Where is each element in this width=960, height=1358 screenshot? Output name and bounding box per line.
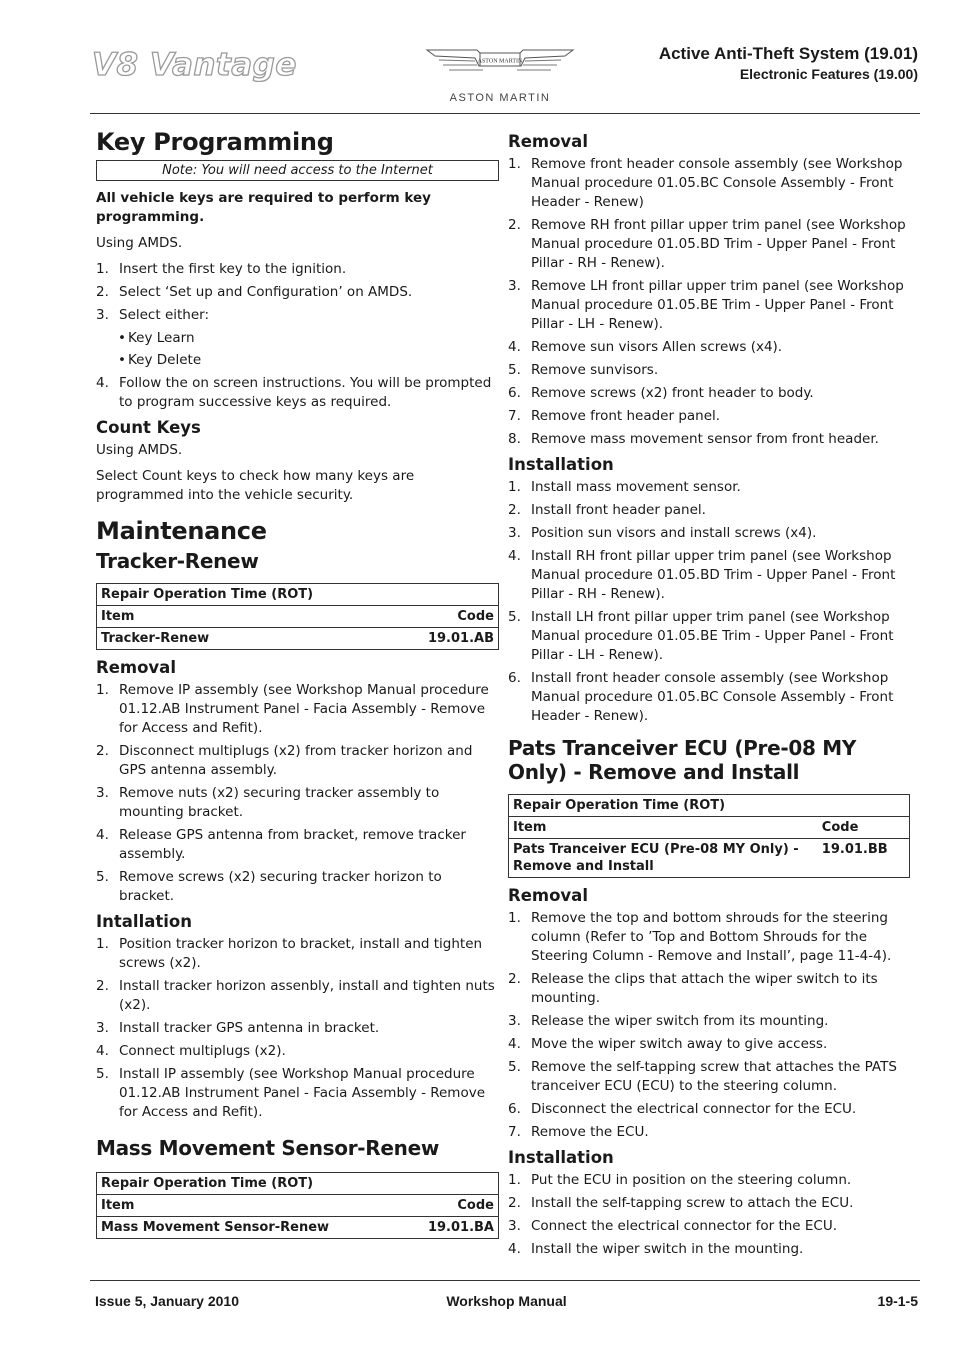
key-using-amds: Using AMDS. xyxy=(96,235,183,251)
list-item: 4. Connect multiplugs (x2). xyxy=(96,1043,286,1059)
right-column xyxy=(508,128,910,1263)
rot-col-code: Code xyxy=(410,1195,499,1217)
list-item: 2. Install the self-tapping screw to attach the ECU. xyxy=(508,1195,854,1211)
tracker-removal-steps xyxy=(96,681,499,906)
rot-item: Tracker-Renew xyxy=(101,631,210,646)
count-using-amds: Using AMDS. xyxy=(96,442,183,458)
rot-header: Repair Operation Time (ROT) xyxy=(97,1173,499,1195)
issue-date: Issue 5, January 2010 xyxy=(95,1293,239,1309)
rot-col-item: Item xyxy=(509,817,818,839)
list-item: 2. Remove RH front pillar upper trim panel (see Workshop Manual procedure 01.05.BD Trim - Upper Panel - Front Pillar - RH - Renew). xyxy=(508,217,906,271)
bullet-icon: • xyxy=(118,330,126,346)
list-item: 5. Install LH front pillar upper trim panel (see Workshop Manual procedure 01.05.BE Trim - Upper Panel - Front Pillar - LH - Renew). xyxy=(508,609,894,663)
model-logo xyxy=(90,46,310,86)
list-item: 7. Remove front header panel. xyxy=(508,408,721,424)
brand-name: ASTON MARTIN xyxy=(449,92,551,104)
heading-count-keys: Count Keys xyxy=(96,418,201,437)
list-item: 2. Disconnect multiplugs (x2) from tracker horizon and GPS antenna assembly. xyxy=(96,743,473,778)
list-item: 3. Position sun visors and install screws (x4). xyxy=(508,525,817,541)
svg-text:V8 Vantage: V8 Vantage xyxy=(92,47,297,82)
count-keys-text: Select Count keys to check how many keys are programmed into the vehicle security. xyxy=(96,468,415,503)
rot-col-code: Code xyxy=(410,606,499,628)
key-steps xyxy=(96,260,499,325)
list-item: 2. Install tracker horizon assenbly, install and tighten nuts (x2). xyxy=(96,978,495,1013)
internet-note: Note: You will need access to the Internet xyxy=(96,160,499,181)
heading-tracker-installation: Intallation xyxy=(96,912,192,931)
rot-col-item: Item xyxy=(97,606,411,628)
list-item: 4. Install RH front pillar upper trim panel (see Workshop Manual procedure 01.05.BD Trim - Upper Panel - Front Pillar - RH - Renew). xyxy=(508,548,896,602)
list-item: 1. Position tracker horizon to bracket, install and tighten screws (x2). xyxy=(96,936,483,971)
page-title: Active Anti-Theft System (19.01) xyxy=(658,44,918,63)
heading-pats-removal: Removal xyxy=(508,886,588,905)
rot-item: Pats Tranceiver ECU (Pre-08 MY Only) - Remove and Install xyxy=(513,842,799,874)
list-item: 1. Insert the first key to the ignition. xyxy=(96,261,347,277)
list-item: 4. Remove sun visors Allen screws (x4). xyxy=(508,339,783,355)
footer-divider xyxy=(90,1280,920,1281)
v8-vantage-logo xyxy=(90,46,310,82)
mass-rot-table xyxy=(96,1172,499,1239)
list-item: 1. Remove front header console assembly (see Workshop Manual procedure 01.05.BC Console Assembly - Front Header - Renew) xyxy=(508,156,903,210)
tracker-install-steps xyxy=(96,935,499,1122)
bullet-icon: • xyxy=(118,352,126,368)
list-item: 3. Release the wiper switch from its mounting. xyxy=(508,1013,829,1029)
list-item: 2. Release the clips that attach the wiper switch to its mounting. xyxy=(508,971,878,1006)
list-item: 1. Install mass movement sensor. xyxy=(508,479,741,495)
list-item: 4. Release GPS antenna from bracket, remove tracker assembly. xyxy=(96,827,466,862)
list-item: 4. Install the wiper switch in the mounting. xyxy=(508,1241,804,1257)
tracker-rot-table xyxy=(96,583,499,650)
heading-pats-tranceiver: Pats Tranceiver ECU (Pre-08 MY Only) - Remove and Install xyxy=(508,736,857,784)
header-divider xyxy=(90,113,920,114)
list-item: 4. Follow the on screen instructions. You will be prompted to program successive keys as required. xyxy=(96,375,492,410)
page-number: 19-1-5 xyxy=(877,1293,918,1309)
list-item: • Key Delete xyxy=(118,352,202,368)
list-item: 5. Remove screws (x2) securing tracker horizon to bracket. xyxy=(96,869,442,904)
rot-item: Mass Movement Sensor-Renew xyxy=(101,1220,330,1235)
heading-tracker-renew: Tracker-Renew xyxy=(96,549,259,573)
manual-name: Workshop Manual xyxy=(446,1293,567,1309)
mass-removal-steps xyxy=(508,155,910,449)
list-item: 7. Remove the ECU. xyxy=(508,1124,649,1140)
rot-header: Repair Operation Time (ROT) xyxy=(509,795,910,817)
rot-col-item: Item xyxy=(97,1195,411,1217)
list-item: 2. Install front header panel. xyxy=(508,502,706,518)
list-item: 3. Select either: xyxy=(96,307,210,323)
list-item: 1. Remove IP assembly (see Workshop Manual procedure 01.12.AB Instrument Panel - Facia Assembly - Remove for Access and Refit). xyxy=(96,682,489,736)
rot-col-code: Code xyxy=(818,817,910,839)
list-item: 3. Install tracker GPS antenna in bracket. xyxy=(96,1020,380,1036)
list-item: 6. Remove screws (x2) front header to body. xyxy=(508,385,814,401)
key-step-4 xyxy=(96,374,499,412)
rot-code: 19.01.BA xyxy=(427,1220,494,1235)
list-item: 2. Select ‘Set up and Configuration’ on AMDS. xyxy=(96,284,413,300)
list-item: 5. Install IP assembly (see Workshop Manual procedure 01.12.AB Instrument Panel - Facia Assembly - Remove for Access and Refit). xyxy=(96,1066,486,1120)
rot-code: 19.01.AB xyxy=(427,631,494,646)
pats-rot-table xyxy=(508,794,910,878)
footer xyxy=(95,1293,918,1313)
list-item: 6. Disconnect the electrical connector for the ECU. xyxy=(508,1101,857,1117)
brand-badge xyxy=(425,40,575,104)
list-item: 1. Remove the top and bottom shrouds for the steering column (Refer to ’Top and Bottom Shrouds for the Steering Column - Remove and Install’, page 11-4-4). xyxy=(508,910,892,964)
heading-mass-movement: Mass Movement Sensor-Renew xyxy=(96,1136,440,1160)
list-item: 5. Remove sunvisors. xyxy=(508,362,659,378)
heading-mass-installation: Installation xyxy=(508,455,614,474)
list-item: 3. Remove LH front pillar upper trim panel (see Workshop Manual procedure 01.05.BE Trim - Upper Panel - Front Pillar - LH - Renew). xyxy=(508,278,904,332)
header-titles xyxy=(659,44,918,82)
list-item: • Key Learn xyxy=(118,330,195,346)
mass-install-steps xyxy=(508,478,910,726)
pats-removal-steps xyxy=(508,909,910,1142)
list-item: 1. Put the ECU in position on the steering column. xyxy=(508,1172,852,1188)
heading-maintenance: Maintenance xyxy=(96,517,267,545)
rot-header: Repair Operation Time (ROT) xyxy=(97,584,499,606)
left-column xyxy=(96,128,499,1247)
list-item: 3. Connect the electrical connector for the ECU. xyxy=(508,1218,838,1234)
list-item: 3. Remove nuts (x2) securing tracker assembly to mounting bracket. xyxy=(96,785,440,820)
heading-tracker-removal: Removal xyxy=(96,658,176,677)
rot-code: 19.01.BB xyxy=(821,842,888,857)
page-subtitle: Electronic Features (19.00) xyxy=(739,66,918,82)
list-item: 4. Move the wiper switch away to give access. xyxy=(508,1036,828,1052)
heading-key-programming: Key Programming xyxy=(96,128,334,156)
key-options xyxy=(96,329,499,370)
list-item: 5. Remove the self-tapping screw that attaches the PATS tranceiver ECU (ECU) to the steering column. xyxy=(508,1059,897,1094)
svg-text:ASTON MARTIN: ASTON MARTIN xyxy=(477,58,523,65)
list-item: 6. Install front header console assembly (see Workshop Manual procedure 01.05.BC Console Assembly - Front Header - Renew). xyxy=(508,670,894,724)
list-item: 8. Remove mass movement sensor from front header. xyxy=(508,431,879,447)
key-intro: All vehicle keys are required to perform key programming. xyxy=(96,190,431,225)
heading-mass-removal: Removal xyxy=(508,132,588,151)
aston-martin-wings-icon xyxy=(425,40,575,84)
pats-install-steps xyxy=(508,1171,910,1259)
heading-pats-installation: Installation xyxy=(508,1148,614,1167)
